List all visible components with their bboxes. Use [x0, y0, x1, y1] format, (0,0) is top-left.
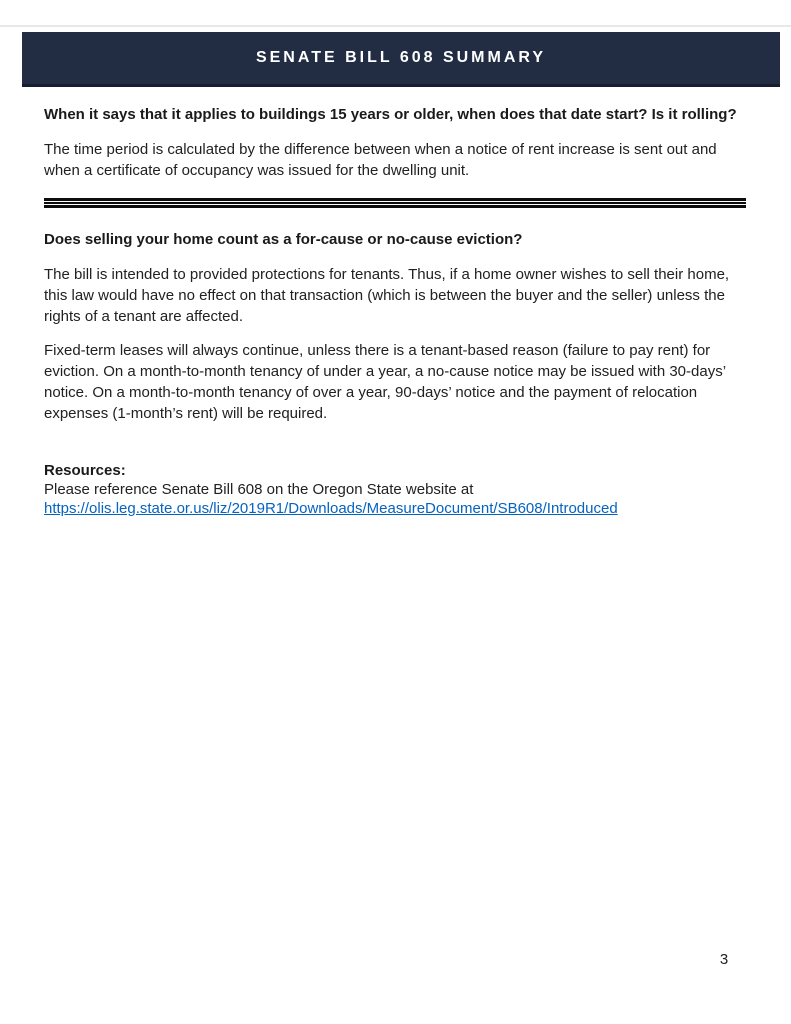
- qa-section-buildings-age: [44, 105, 748, 181]
- question-heading: Does selling your home count as a for-cause or no-cause eviction?: [44, 231, 523, 248]
- title-bar: [22, 32, 780, 87]
- answer-paragraph: The bill is intended to provided protections for tenants. Thus, if a home owner wishes to sell their home, this law would have no effect on that transaction (which is between the buyer and the seller) unless the rights of a tenant are affected.: [44, 266, 730, 325]
- page-title: SENATE BILL 608 SUMMARY: [255, 49, 547, 66]
- question-heading: When it says that it applies to buildings 15 years or older, when does that date start? Is it rolling?: [44, 106, 737, 123]
- divider-line-middle: [44, 202, 746, 204]
- section-divider: [44, 198, 746, 208]
- resources-intro: Please reference Senate Bill 608 on the Oregon State website at: [44, 481, 474, 498]
- answer-paragraph: The time period is calculated by the difference between when a notice of rent increase is sent out and when a certificate of occupancy was issued for the dwelling unit.: [44, 141, 717, 179]
- resources-section: [44, 461, 748, 518]
- document-body: [44, 88, 748, 518]
- qa-section-selling-home: [44, 230, 748, 424]
- page-number: 3: [719, 951, 729, 968]
- answer-paragraph: Fixed-term leases will always continue, unless there is a tenant-based reason (failure to pay rent) for eviction. On a month-to-month tenancy of under a year, a no-cause notice may be issued with 30-days’ notice. On a month-to-month tenancy of over a year, 90-days’ notice and the payment of relocation expenses (1-month’s rent) will be required.: [44, 342, 726, 422]
- divider-line-top: [44, 198, 746, 201]
- resources-heading: Resources:: [44, 462, 126, 479]
- divider-line-bottom: [44, 205, 746, 208]
- scan-artifact-line: [0, 25, 791, 27]
- resource-link[interactable]: https://olis.leg.state.or.us/liz/2019R1/Downloads/MeasureDocument/SB608/Introduced: [44, 500, 618, 517]
